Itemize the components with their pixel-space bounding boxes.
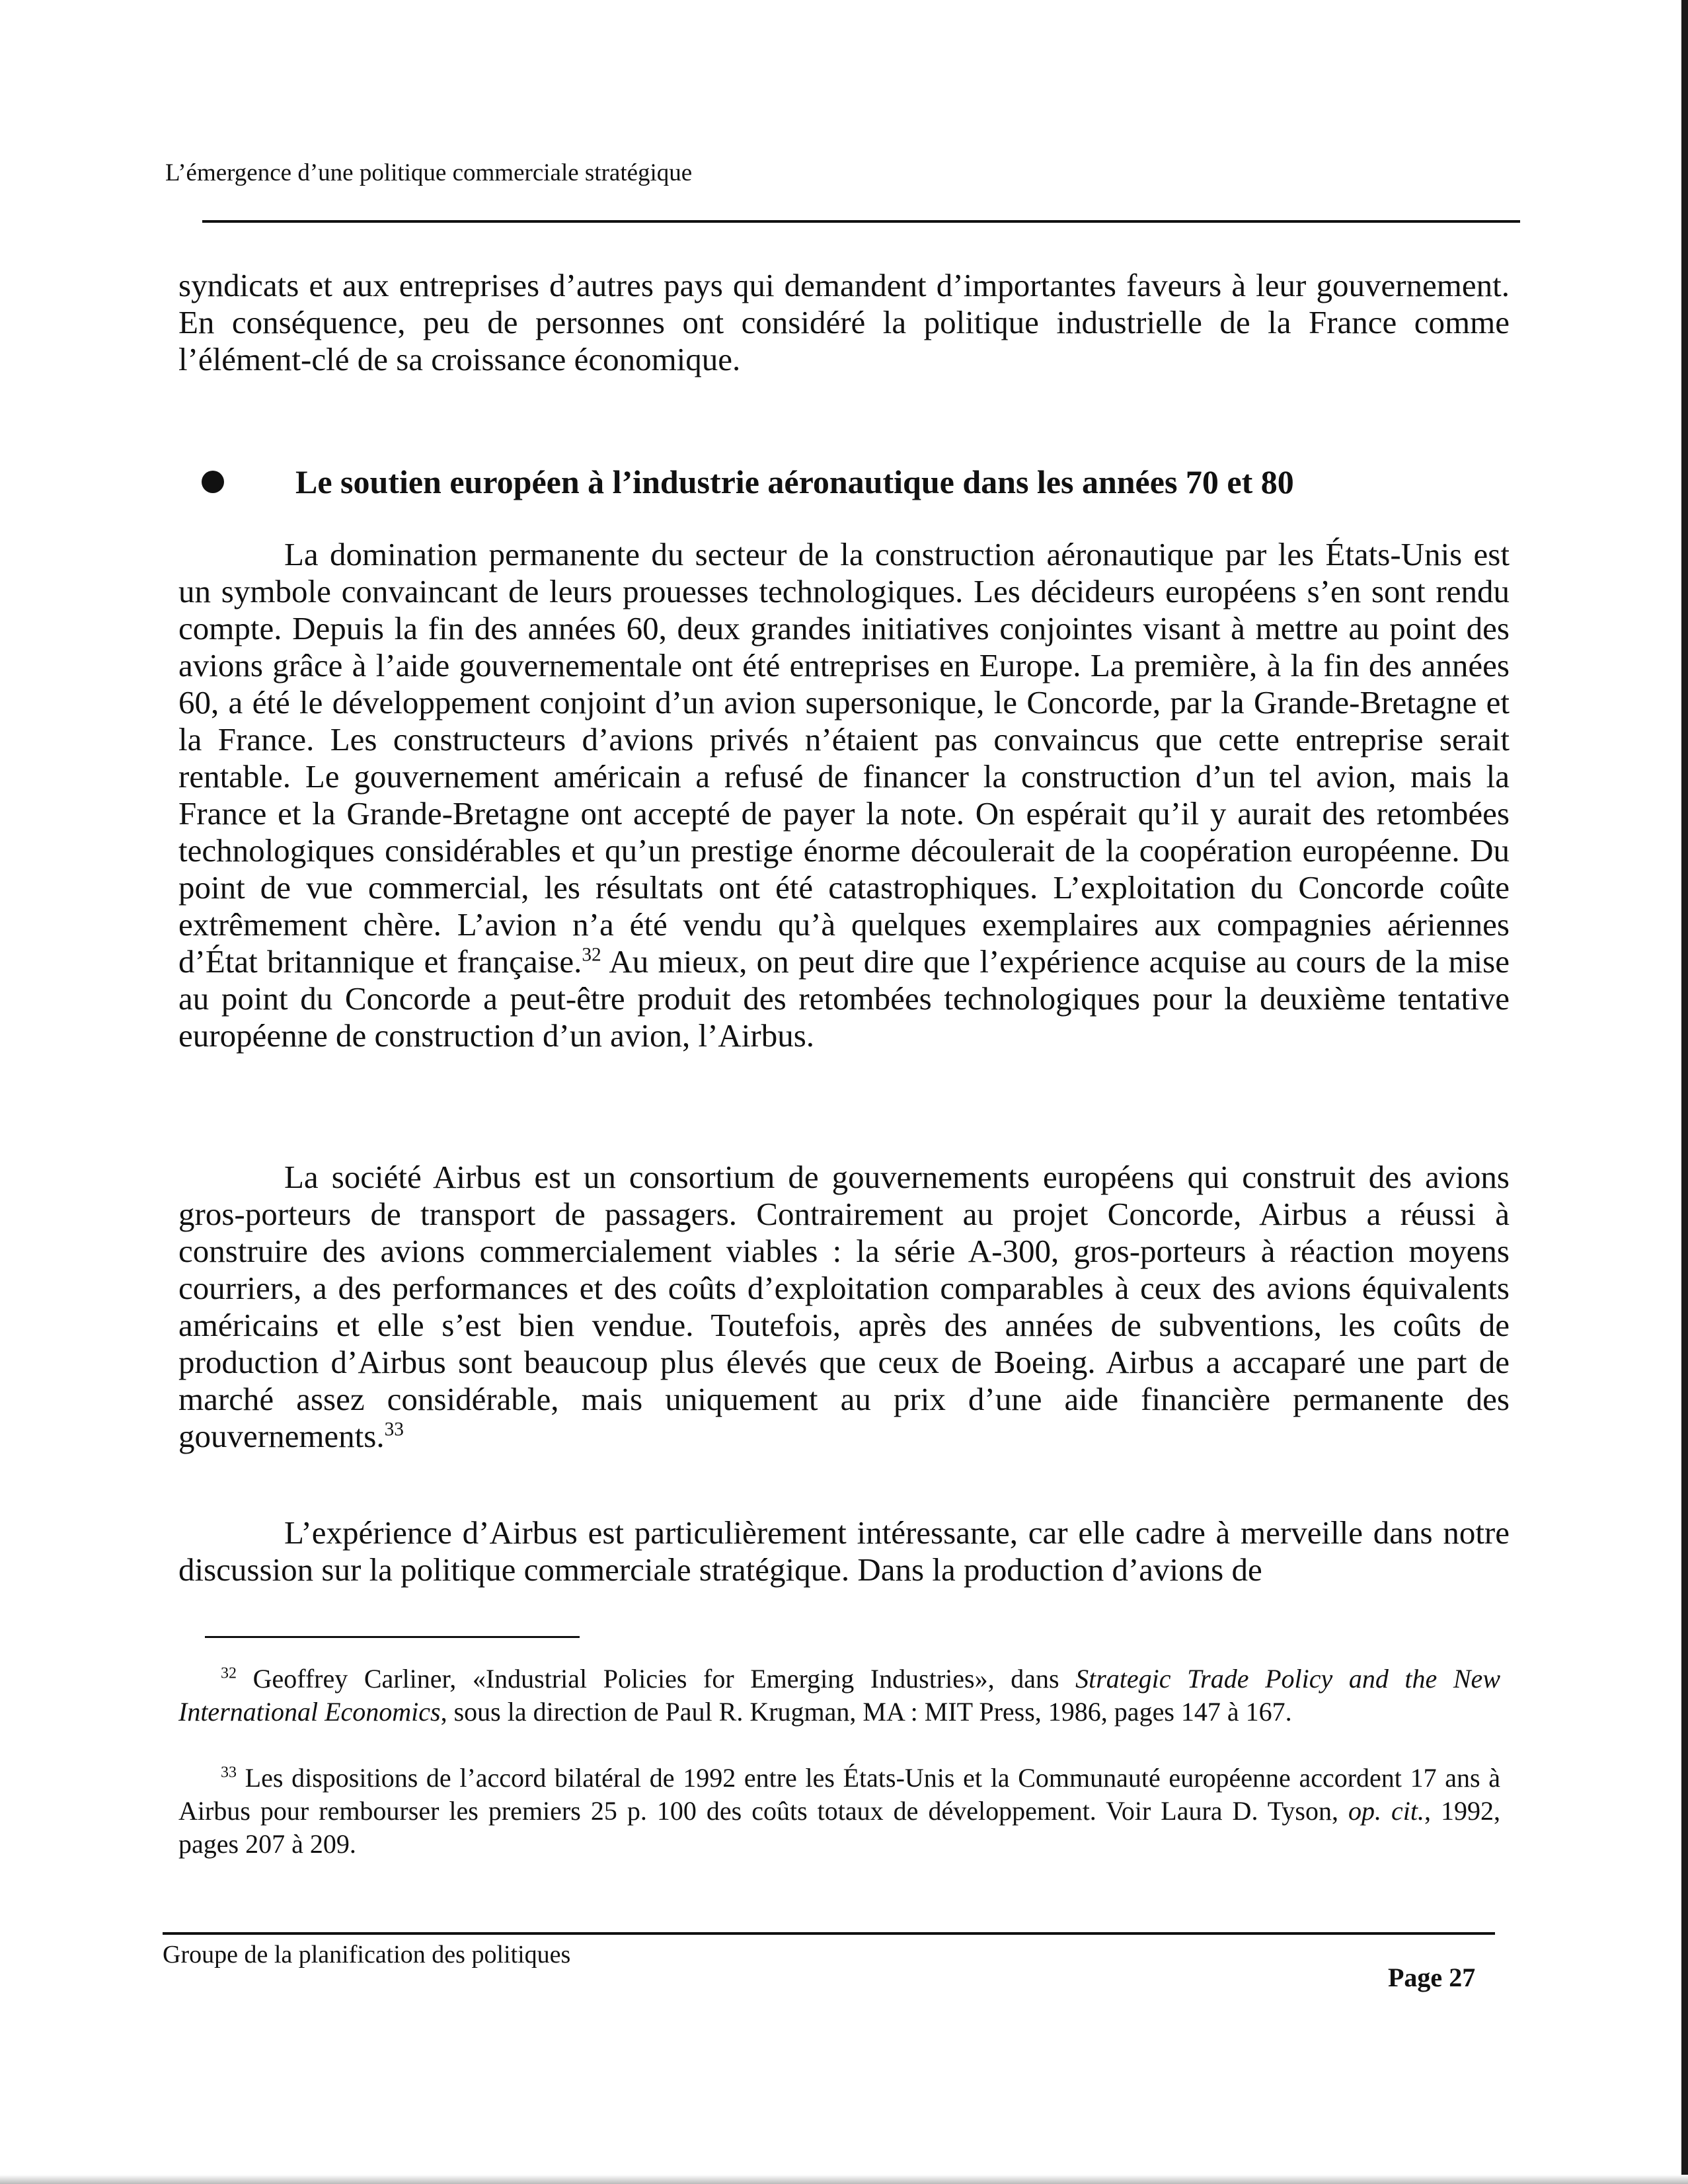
section-heading-text: Le soutien européen à l’industrie aéronautique dans les années 70 et 80 <box>295 463 1294 500</box>
footnote-number: 32 <box>221 1664 237 1682</box>
header-rule <box>202 220 1520 223</box>
footnote-text-end: , 1992, pages 207 à 209. <box>178 1796 1501 1859</box>
paragraph-airbus <box>178 1159 1510 1455</box>
footnote-ref-33: 33 <box>384 1419 404 1440</box>
paragraph-airbus-text: La société Airbus est un consortium de gouvernements européens qui construit des avions gros-porteurs de transport de passagers. Contrairement au projet Concorde, Airbus a réussi à construire des avions commercialement viables : la série A-300, gros-porteurs à réaction moyens courriers, a des performances et des coûts d’exploitation comparables à ceux des avions équivalents américains et elle s’est bien vendue. Toutefois, après des années de subventions, les coûts de production d’Airbus sont beaucoup plus élevés que ceux de Boeing. Airbus a accaparé une part de marché assez considérable, mais uniquement au prix d’une aide financière permanente des gouvernements. <box>178 1159 1510 1454</box>
scan-bottom-edge <box>0 2175 1688 2184</box>
footnote-citation: op. cit. <box>1348 1796 1424 1826</box>
footnote-text-end: , sous la direction de Paul R. Krugman, MA : MIT Press, 1986, pages 147 à 167. <box>440 1697 1292 1727</box>
continued-paragraph: syndicats et aux entreprises d’autres pays qui demandent d’importantes faveurs à leur gouvernement. En conséquence, peu de personnes ont considéré la politique industrielle de la France comme l’élément-clé de sa croissance économique. <box>178 267 1510 377</box>
footer-rule <box>163 1932 1495 1935</box>
paragraph-strategic: L’expérience d’Airbus est particulièrement intéressante, car elle cadre à merveille dans notre discussion sur la politique commerciale stratégique. Dans la production d’avions de <box>178 1514 1510 1588</box>
paragraph-concorde-tail: Au mieux, on peut dire que l’expérience acquise au cours de la mise au point du Concorde a peut-être produit des retombées technologiques pour la deuxième tentative européenne de construction d’un avion, l’Airbus. <box>178 943 1510 1054</box>
paragraph-concorde <box>178 536 1510 1054</box>
footnote-text: Les dispositions de l’accord bilatéral de 1992 entre les États-Unis et la Communauté européenne accordent 17 ans à Airbus pour rembourser les premiers 25 p. 100 des coûts totaux de développement. Voir Laura D. Tyson, <box>178 1763 1500 1826</box>
section-heading <box>202 462 1517 502</box>
bullet-icon <box>202 471 224 493</box>
footnote-32 <box>178 1662 1500 1729</box>
footnote-rule <box>205 1636 580 1638</box>
footnote-text: Geoffrey Carliner, «Industrial Policies for Emerging Industries», dans <box>237 1664 1076 1694</box>
footnote-number: 33 <box>221 1764 237 1781</box>
footnote-33 <box>178 1762 1500 1861</box>
scan-edge <box>1681 0 1688 2184</box>
footnote-title: Strategic Trade Policy and the New International Economics <box>178 1664 1500 1727</box>
paragraph-concorde-text: La domination permanente du secteur de la construction aéronautique par les États-Unis est un symbole convaincant de leurs prouesses technologiques. Les décideurs européens s’en sont rendu compte. Depuis la fin des années 60, deux grandes initiatives conjointes visant à mettre au point des avions grâce à l’aide gouvernementale ont été entreprises en Europe. La première, à la fin des années 60, a été le développement conjoint d’un avion supersonique, le Concorde, par la Grande-Bretagne et la France. Les constructeurs d’avions privés n’étaient pas convaincus que cette entreprise serait rentable. Le gouvernement américain a refusé de financer la construction d’un tel avion, mais la France et la Grande-Bretagne ont accepté de payer la note. On espérait qu’il y aurait des retombées technologiques considérables et qu’un prestige énorme découlerait de la coopération européenne. Du point de vue commercial, les résultats ont été catastrophiques. L’exploitation du Concorde coûte extrêmement chère. L’avion n’a été vendu qu’à quelques exemplaires aux compagnies aériennes d’État britannique et française. <box>178 536 1510 980</box>
footnote-ref-32: 32 <box>582 944 601 966</box>
footer-organization: Groupe de la planification des politiques <box>163 1941 571 1969</box>
page-number: Page 27 <box>1388 1963 1476 1992</box>
running-header: L’émergence d’une politique commerciale stratégique <box>165 159 693 186</box>
